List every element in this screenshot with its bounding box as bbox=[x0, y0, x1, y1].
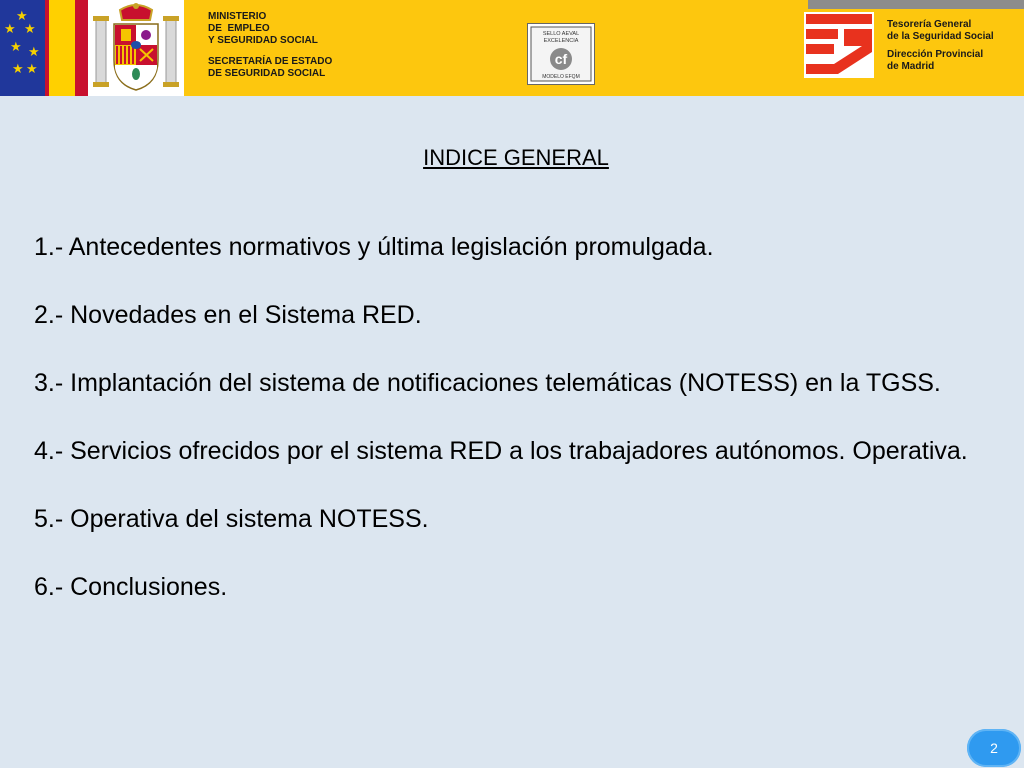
direccion-line: Dirección Provincial bbox=[887, 49, 984, 60]
ministry-name bbox=[208, 11, 388, 80]
eu-flag-icon: ★ ★ ★ ★ ★ ★ ★ bbox=[0, 0, 45, 96]
header-banner bbox=[0, 0, 1024, 96]
index-list bbox=[34, 230, 994, 638]
spain-flag-red-band bbox=[75, 0, 89, 96]
seal-text: SELLO AEVAL bbox=[542, 31, 580, 37]
direccion-line: de Madrid bbox=[887, 61, 935, 72]
index-item: 6.- Conclusiones. bbox=[34, 573, 228, 601]
index-item: 1.- Antecedentes normativos y última legislación promulgada. bbox=[34, 233, 714, 261]
index-item: 2.- Novedades en el Sistema RED. bbox=[34, 301, 422, 329]
ministry-line: DE EMPLEO bbox=[208, 23, 270, 34]
index-item: 4.- Servicios ofrecidos por el sistema RED a los trabajadores autónomos. Operativa. bbox=[34, 437, 968, 465]
slide-title: INDICE GENERAL bbox=[423, 145, 609, 170]
seal-text: EXCELENCIA bbox=[543, 38, 579, 44]
tgss-name bbox=[887, 19, 1021, 73]
seal-footer: MODELO EFQM bbox=[542, 74, 580, 80]
tgss-logo-icon bbox=[804, 12, 874, 78]
ministry-line: Y SEGURIDAD SOCIAL bbox=[208, 35, 318, 46]
header-grey-strip bbox=[808, 0, 1024, 9]
index-item: 5.- Operativa del sistema NOTESS. bbox=[34, 505, 429, 533]
index-item: 3.- Implantación del sistema de notificaciones telemáticas (NOTESS) en la TGSS. bbox=[34, 369, 941, 397]
page-number-badge: 2 bbox=[967, 729, 1021, 767]
secretaria-line: DE SEGURIDAD SOCIAL bbox=[208, 68, 326, 79]
seal-mark: cf bbox=[554, 51, 568, 67]
tgss-line: Tesorería General bbox=[887, 19, 972, 30]
coat-of-arms-icon bbox=[88, 0, 184, 96]
tgss-line: de la Seguridad Social bbox=[887, 31, 994, 42]
secretaria-line: SECRETARÍA DE ESTADO bbox=[208, 56, 333, 67]
ministry-line: MINISTERIO bbox=[208, 11, 267, 22]
efqm-seal-icon bbox=[527, 23, 595, 85]
